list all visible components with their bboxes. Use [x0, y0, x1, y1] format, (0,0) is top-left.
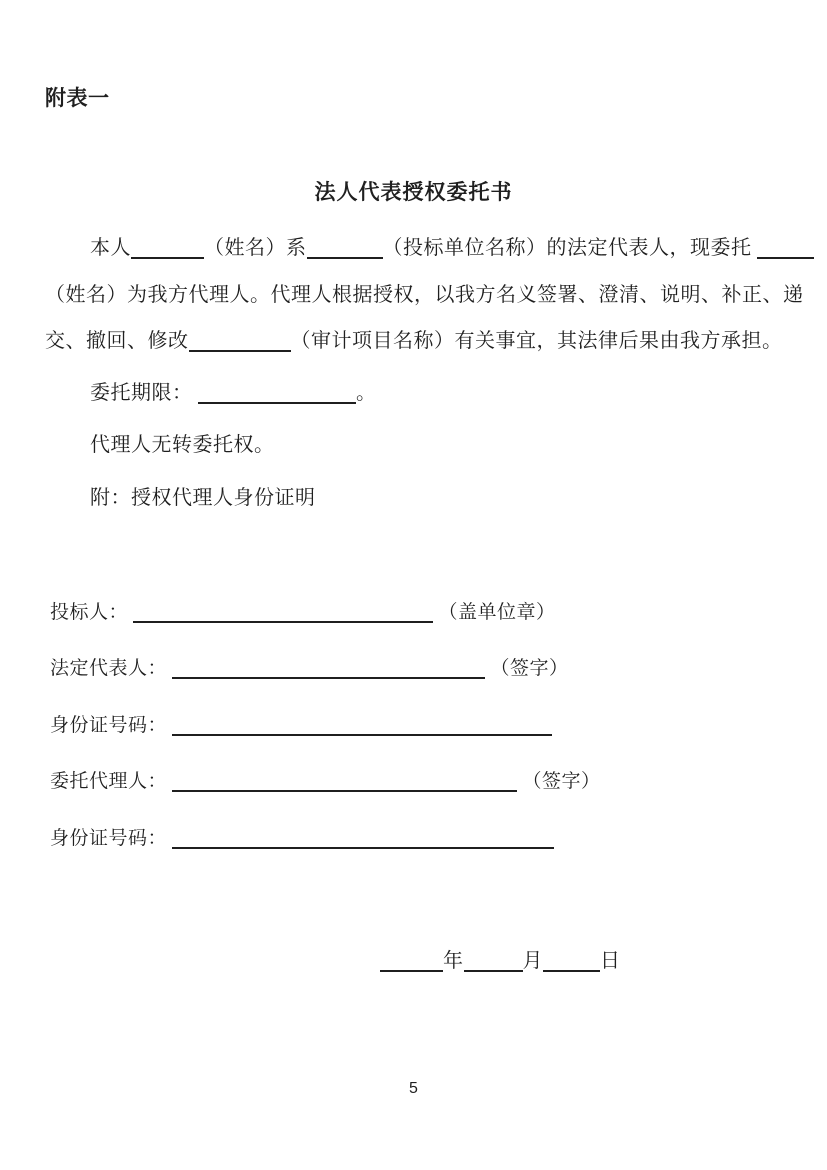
attachment-note-line: 附：授权代理人身份证明: [90, 487, 316, 509]
body-paragraph-line-3: [45, 328, 783, 354]
fill-in-blank-line: [133, 621, 433, 623]
fill-in-blank-line: [172, 734, 552, 736]
body-paragraph-line-2: [45, 282, 804, 308]
text-run: 委托期限：: [90, 382, 198, 404]
date-fill-in-line: [380, 948, 621, 974]
fill-in-blank-line: [172, 847, 554, 849]
fill-in-blank-line: [757, 257, 814, 259]
text-run: 月: [522, 950, 543, 972]
text-run: 投标人：: [50, 602, 134, 623]
body-paragraph-line-1: [45, 235, 814, 261]
text-run: 委托代理人：: [50, 771, 173, 792]
text-run: 。: [356, 382, 377, 404]
fill-in-blank-line: [464, 970, 523, 972]
text-run: 交、撤回、修改: [45, 330, 189, 352]
legal-representative-signature-line: [50, 656, 569, 682]
fill-in-blank-line: [543, 970, 600, 972]
entrusted-agent-signature-line: [50, 769, 601, 795]
appendix-label: 附表一: [45, 86, 110, 110]
text-run: 年: [443, 950, 464, 972]
page-number: 5: [409, 1080, 418, 1097]
text-run: （签字）: [517, 771, 601, 792]
fill-in-blank-line: [172, 677, 485, 679]
fill-in-blank-line: [131, 257, 204, 259]
document-title: 法人代表授权委托书: [314, 180, 513, 204]
fill-in-blank-line: [189, 350, 291, 352]
text-run: 身份证号码：: [50, 828, 173, 849]
text-run: 身份证号码：: [50, 715, 173, 736]
text-run: 日: [600, 950, 621, 972]
entrust-term-line: [45, 380, 377, 406]
text-run: 本人: [90, 237, 131, 259]
text-run: （姓名）系: [204, 237, 307, 259]
fill-in-blank-line: [172, 790, 517, 792]
text-run: （投标单位名称）的法定代表人，现委托: [382, 237, 757, 259]
text-run: （签字）: [485, 658, 569, 679]
text-run: （审计项目名称）有关事宜，其法律后果由我方承担。: [290, 330, 783, 352]
entrusted-agent-id-number-line: [50, 826, 554, 852]
fill-in-blank-line: [198, 402, 356, 404]
no-subdelegation-line: 代理人无转委托权。: [90, 434, 275, 456]
text-run: 法定代表人：: [50, 658, 173, 679]
bidder-signature-line: [50, 600, 556, 626]
fill-in-blank-line: [380, 970, 443, 972]
text-run: （姓名）为我方代理人。代理人根据授权，以我方名义签署、澄清、说明、补正、递: [45, 284, 804, 306]
legal-representative-id-number-line: [50, 713, 552, 739]
text-run: （盖单位章）: [433, 602, 556, 623]
fill-in-blank-line: [307, 257, 383, 259]
